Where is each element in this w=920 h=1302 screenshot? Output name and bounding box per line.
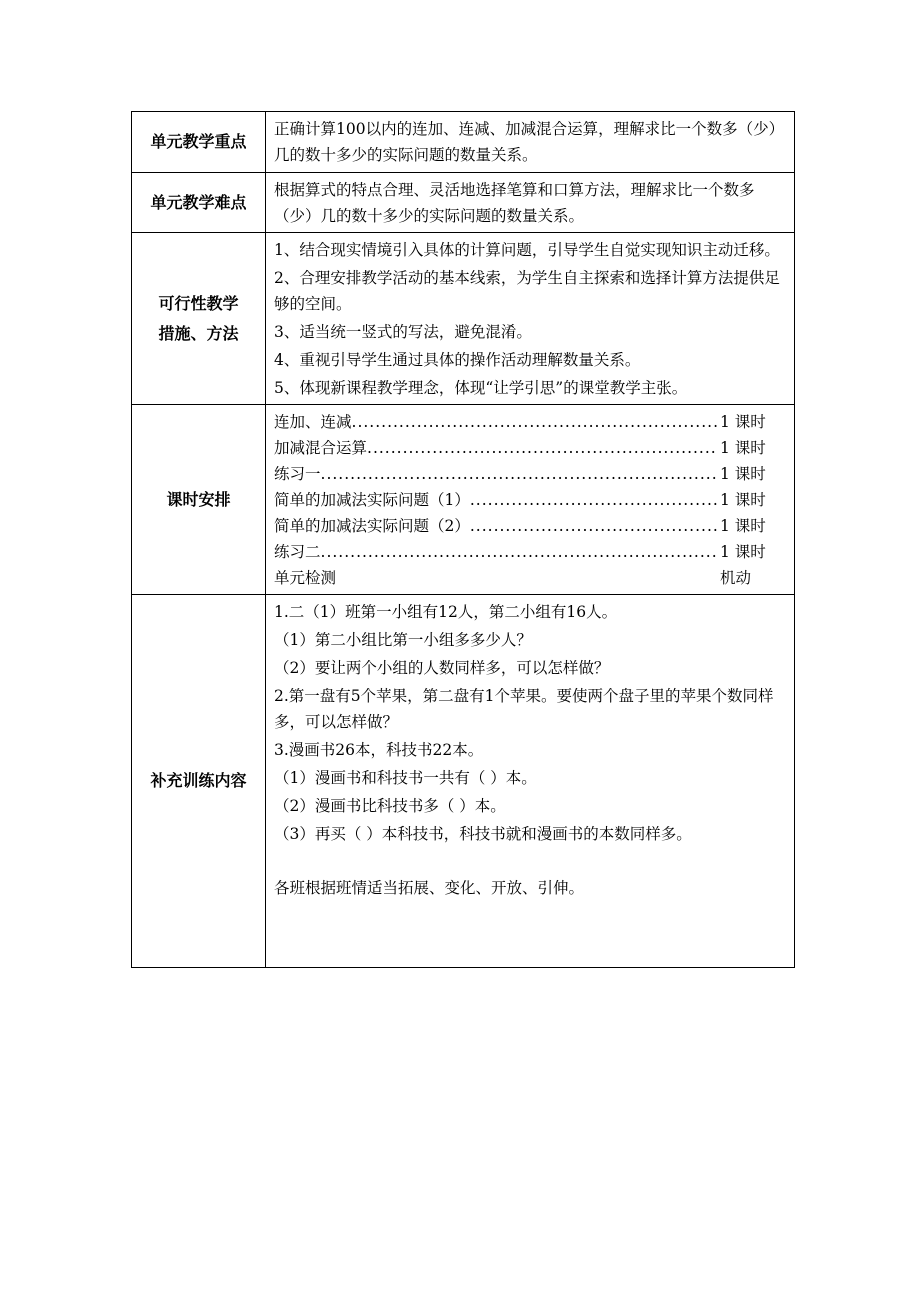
method-item-4: 4、重视引导学生通过具体的操作活动理解数量关系。 <box>274 351 641 369</box>
row-difficult-points <box>132 173 795 233</box>
schedule-item-duration: 1 课时 <box>720 439 766 457</box>
schedule-item-name: 简单的加减法实际问题（1） <box>274 491 470 509</box>
schedule-item-duration: 1 课时 <box>720 491 766 509</box>
schedule-label: 课时安排 <box>132 405 266 595</box>
leader-dots <box>321 539 718 565</box>
schedule-item-duration: 机动 <box>720 569 752 587</box>
exercise-line: 2.第一盘有5个苹果，第二盘有1个苹果。要使两个盘子里的苹果个数同样多，可以怎样做？ <box>274 687 774 731</box>
method-item-5: 5、体现新课程教学理念，体现“让学引思”的课堂教学主张。 <box>274 379 688 397</box>
supplementary-label: 补充训练内容 <box>132 595 266 968</box>
key-points-label: 单元教学重点 <box>132 112 266 173</box>
schedule-item <box>274 409 786 435</box>
schedule-item <box>274 565 786 591</box>
leader-dots <box>352 409 718 435</box>
schedule-item-duration: 1 课时 <box>720 465 766 483</box>
exercise-line: （3）再买（ ）本科技书，科技书就和漫画书的本数同样多。 <box>274 825 692 843</box>
difficult-points-text <box>266 173 795 233</box>
leader-dots <box>470 487 718 513</box>
schedule-item-name: 练习二 <box>274 543 321 561</box>
supplementary-note: 各班根据班情适当拓展、变化、开放、引伸。 <box>274 879 585 897</box>
difficult-points-label: 单元教学难点 <box>132 173 266 233</box>
row-key-points <box>132 112 795 173</box>
exercise-line: （1）漫画书和科技书一共有（ ）本。 <box>274 769 537 787</box>
exercise-line: 1.二（1）班第一小组有12人，第二小组有16人。 <box>274 603 618 621</box>
schedule-item-duration: 1 课时 <box>720 517 766 535</box>
exercise-line: （2）要让两个小组的人数同样多，可以怎样做？ <box>274 659 610 677</box>
leader-dots <box>321 461 718 487</box>
row-methods <box>132 233 795 405</box>
schedule-item <box>274 435 786 461</box>
schedule-item-name: 练习一 <box>274 465 321 483</box>
methods-label-line1: 可行性教学 <box>158 293 239 313</box>
schedule-item-name: 简单的加减法实际问题（2） <box>274 517 470 535</box>
methods-label <box>132 233 266 405</box>
methods-list <box>266 233 795 405</box>
schedule-item <box>274 487 786 513</box>
schedule-item <box>274 461 786 487</box>
blank-gap <box>274 847 786 875</box>
key-points-paragraph: 正确计算100以内的连加、连减、加减混合运算，理解求比一个数多（少）几的数十多少的实际问题的数量关系。 <box>274 120 785 164</box>
schedule-item <box>274 513 786 539</box>
schedule-item-duration: 1 课时 <box>720 543 766 561</box>
difficult-points-paragraph: 根据算式的特点合理、灵活地选择笔算和口算方法，理解求比一个数多（少）几的数十多少的实际问题的数量关系。 <box>274 181 755 225</box>
methods-label-line2: 措施、方法 <box>158 323 239 343</box>
exercise-line: （1）第二小组比第一小组多多少人？ <box>274 631 532 649</box>
method-item-1: 1、结合现实情境引入具体的计算问题，引导学生自觉实现知识主动迁移。 <box>274 241 780 259</box>
leader-dots <box>367 435 718 461</box>
schedule-item-duration: 1 课时 <box>720 413 766 431</box>
leader-dots <box>470 513 718 539</box>
method-item-2: 2、合理安排教学活动的基本线索，为学生自主探索和选择计算方法提供足够的空间。 <box>274 269 780 313</box>
supplementary-content <box>266 595 795 968</box>
row-supplementary <box>132 595 795 968</box>
schedule-item-name: 加减混合运算 <box>274 439 368 457</box>
schedule-list <box>266 405 795 595</box>
exercise-line: 3.漫画书26本，科技书22本。 <box>274 741 484 759</box>
method-item-3: 3、适当统一竖式的写法，避免混淆。 <box>274 323 532 341</box>
schedule-item-name: 连加、连减 <box>274 413 352 431</box>
row-schedule <box>132 405 795 595</box>
key-points-text <box>266 112 795 173</box>
schedule-item <box>274 539 786 565</box>
lesson-plan-table <box>131 111 795 968</box>
exercise-line: （2）漫画书比科技书多（ ）本。 <box>274 797 506 815</box>
schedule-item-name: 单元检测 <box>274 569 337 587</box>
